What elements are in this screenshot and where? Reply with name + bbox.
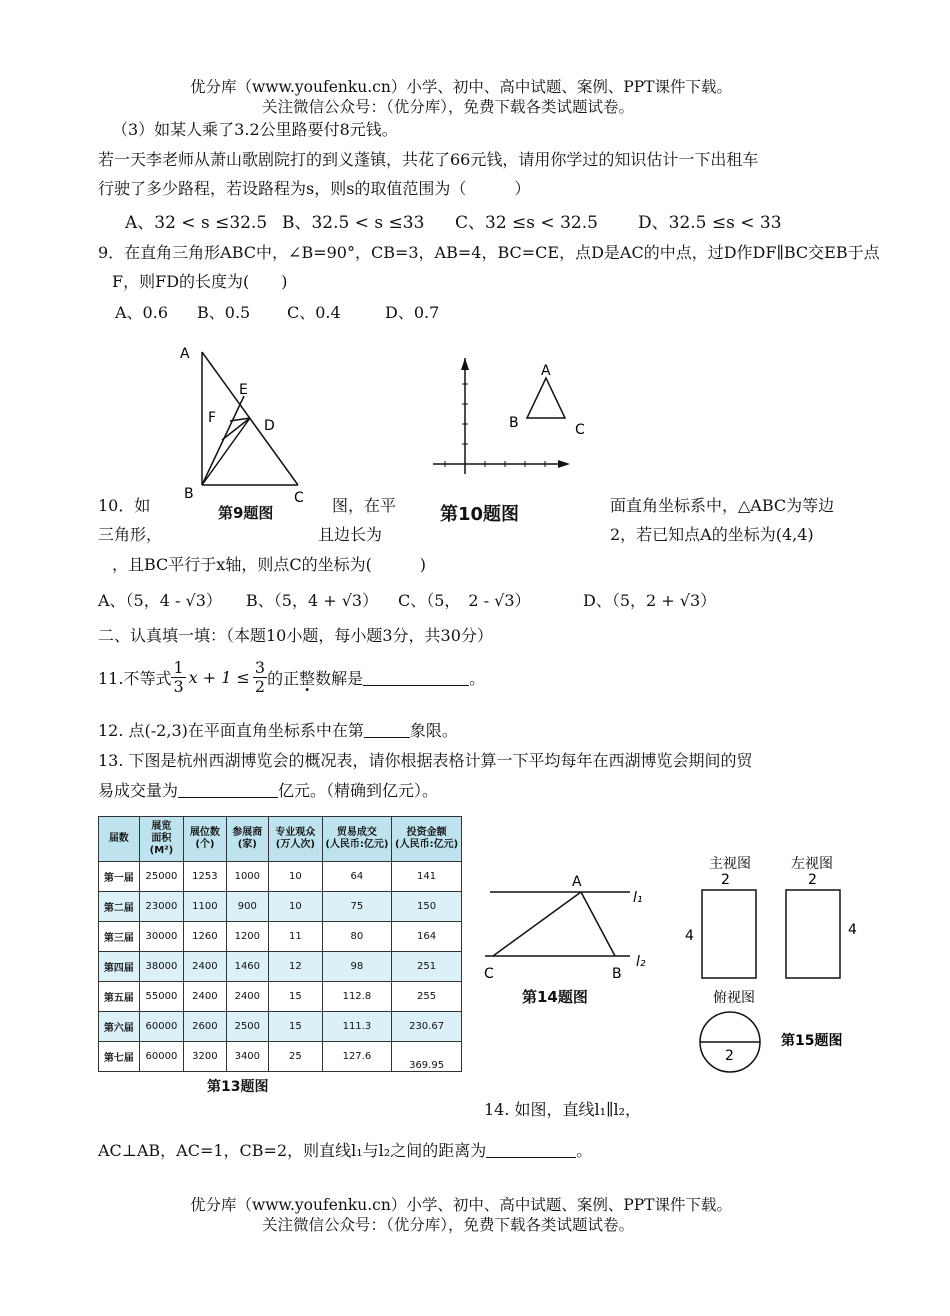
q8-option-d: D、32.5 ≤s < 33: [638, 213, 782, 233]
q14-caption: 第14题图: [522, 988, 588, 1006]
table-cell: 75: [322, 892, 392, 922]
q11-frac1-den: 3: [173, 676, 184, 696]
table-header-cell: 贸易成交 (人民币:亿元): [322, 817, 392, 862]
table-cell: 第一届: [99, 862, 140, 892]
q8-option-b: B、32.5 < s ≤33: [282, 213, 425, 233]
q15-dim-w1: 2: [721, 872, 730, 888]
table-cell: 第五届: [99, 982, 140, 1012]
table-cell: 25: [269, 1042, 323, 1072]
table-cell: 第四届: [99, 952, 140, 982]
q15-dim-h2: 4: [848, 922, 857, 938]
table-row: [99, 862, 462, 892]
table-cell: 15: [269, 982, 323, 1012]
q10-figure: [425, 350, 585, 480]
table-cell: 第三届: [99, 922, 140, 952]
table-cell: 2500: [226, 1012, 268, 1042]
table-row: [99, 892, 462, 922]
q11-frac2-den: 2: [254, 676, 266, 696]
table-cell: 127.6: [322, 1042, 392, 1072]
table-row: [99, 952, 462, 982]
header-line-2: 关注微信公众号：（优分库），免费下载各类试题试卷。: [262, 98, 635, 116]
q8-line3: （3）如某人乘了3.2公里路要付8元钱。: [112, 120, 398, 139]
q12: [98, 718, 458, 741]
table-cell: 98: [322, 952, 392, 982]
table-cell: 900: [226, 892, 268, 922]
table-row: [99, 922, 462, 952]
q15-top-view-label: 俯视图: [713, 990, 755, 1006]
q9-option-d: D、0.7: [385, 303, 440, 322]
table-cell: 30000: [139, 922, 184, 952]
table-header-cell: 参展商 (家): [226, 817, 268, 862]
q9-label-d: D: [264, 418, 275, 434]
table-cell: 60000: [139, 1042, 184, 1072]
table-cell: 10: [269, 892, 323, 922]
q9-label-a: A: [180, 346, 190, 362]
table-cell: 第七届: [99, 1042, 140, 1072]
q10-part-3: 面直角坐标系中，△ABC为等边: [610, 496, 835, 515]
table-cell: 230.67: [392, 1012, 462, 1042]
table-header-cell: 展位数 (个): [184, 817, 226, 862]
table-cell: 60000: [139, 1012, 184, 1042]
table-cell: 3200: [184, 1042, 226, 1072]
q11-suffix-b: 正整数 ·: [283, 666, 331, 689]
q9-label-e: E: [239, 382, 248, 398]
q15-dim-w2: 2: [808, 872, 817, 888]
q10-part-1: 10．如: [98, 496, 151, 515]
q14-line-1: 14. 如图，直线l₁∥l₂，: [484, 1100, 641, 1119]
table-cell: 369.95: [392, 1042, 462, 1072]
table-cell: 2400: [226, 982, 268, 1012]
table-cell: 2400: [184, 952, 226, 982]
q13-table: [98, 816, 462, 1072]
q10-option-b: B、（5，4 + √3）: [246, 591, 379, 610]
q10-line-3: ，且BC平行于x轴，则点C的坐标为( ): [112, 555, 427, 574]
q11-suffix-a: 的: [267, 668, 284, 688]
table-cell: 12: [269, 952, 323, 982]
table-cell: 15: [269, 1012, 323, 1042]
q10-option-d: D、（5，2 + √3）: [583, 591, 717, 610]
q14-label-c: C: [484, 966, 494, 982]
q14-label-a: A: [572, 874, 582, 890]
table-cell: 2600: [184, 1012, 226, 1042]
q10-label-b: B: [509, 415, 519, 431]
q15-left-view-label: 左视图: [791, 856, 833, 872]
table-cell: 1460: [226, 952, 268, 982]
q15-main-view-rect: [702, 890, 756, 978]
table-cell: 1253: [184, 862, 226, 892]
q9-figure: [170, 340, 320, 510]
q11: [98, 657, 485, 697]
q13-line-2: [98, 778, 438, 801]
q14-label-b: B: [612, 966, 622, 982]
table-cell: 1000: [226, 862, 268, 892]
q11-fraction-2: [253, 659, 267, 696]
q8-option-a: A、32 < s ≤32.5: [125, 213, 268, 233]
q9-option-c: C、0.4: [287, 303, 341, 322]
table-row: [99, 1012, 462, 1042]
table-row: [99, 982, 462, 1012]
q9-option-b: B、0.5: [197, 303, 251, 322]
table-cell: 3400: [226, 1042, 268, 1072]
q9-line-2: F，则FD的长度为( ): [112, 272, 288, 291]
q15-figure: [675, 850, 865, 1080]
q14-figure: [480, 868, 660, 988]
q10-triangle: [527, 378, 565, 418]
q9-label-b: B: [184, 486, 194, 502]
q8-stem-2: 行驶了多少路程，若设路程为s，则s的取值范围为（ ）: [98, 179, 531, 198]
q14-line-2: [98, 1138, 592, 1161]
q14-line2-b: 。: [576, 1141, 593, 1160]
q11-mid: x + 1 ≤: [188, 667, 250, 687]
table-cell: 64: [322, 862, 392, 892]
q9-label-c: C: [294, 490, 304, 506]
table-cell: 10: [269, 862, 323, 892]
q11-end: 。: [469, 668, 486, 688]
q13-blank[interactable]: [178, 781, 278, 798]
q15-dim-h1: 4: [685, 928, 694, 944]
table-cell: 80: [322, 922, 392, 952]
section-2-title: 二、认真填一填：（本题10小题，每小题3分，共30分）: [98, 626, 493, 645]
footer-line-1: 优分库（www.youfenku.cn）小学、初中、高中试题、案例、PPT课件下载。: [190, 1196, 733, 1214]
table-cell: 23000: [139, 892, 184, 922]
q9-line-1: 9．在直角三角形ABC中，∠B=90°，CB=3，AB=4，BC=CE，点D是AC的中点，过D作DF∥BC交EB于点: [98, 243, 880, 262]
q11-suffix-c: 解是: [331, 668, 364, 688]
q14-label-l1: l₁: [633, 890, 643, 906]
table-cell: 第六届: [99, 1012, 140, 1042]
q15-dim-d: 2: [725, 1048, 734, 1064]
q9-option-a: A、0.6: [115, 303, 169, 322]
q10-x-arrow: [558, 460, 570, 468]
q10-line2-b: 且边长为: [318, 525, 383, 544]
footer-line-2: 关注微信公众号：（优分库），免费下载各类试题试卷。: [262, 1216, 635, 1234]
table-header-cell: 届数: [99, 817, 140, 862]
table-cell: 1260: [184, 922, 226, 952]
q9-caption: 第9题图: [218, 504, 274, 522]
table-cell: 25000: [139, 862, 184, 892]
q15-main-view-label: 主视图: [709, 856, 751, 872]
q9-label-f: F: [208, 410, 217, 426]
table-cell: 38000: [139, 952, 184, 982]
q11-frac2-num: 3: [254, 657, 266, 677]
q15-left-view-rect: [786, 890, 840, 978]
q10-line2-c: 2，若已知点A的坐标为(4,4): [610, 525, 814, 544]
q10-label-a: A: [541, 363, 551, 379]
q12-end: 象限。: [409, 721, 458, 740]
q10-line2-a: 三角形，: [98, 525, 163, 544]
table-cell: 11: [269, 922, 323, 952]
table-cell: 255: [392, 982, 462, 1012]
q11-prefix: 11.不等式: [98, 668, 172, 688]
q8-stem-1: 若一天李老师从萧山歌剧院打的到义蓬镇，共花了66元钱，请用你学过的知识估计一下出租车: [98, 150, 759, 169]
table-cell: 112.8: [322, 982, 392, 1012]
q10-option-c: C、（5， 2 - √3）: [398, 591, 531, 610]
q10-caption: 第10题图: [440, 504, 520, 525]
table-cell: 164: [392, 922, 462, 952]
table-cell: 1100: [184, 892, 226, 922]
q15-caption: 第15题图: [781, 1033, 843, 1049]
q11-blank[interactable]: [363, 669, 469, 686]
table-header-row: [99, 817, 462, 862]
q14-label-l2: l₂: [636, 954, 646, 970]
q12-text: 12. 点(-2,3)在平面直角坐标系中在第: [98, 721, 364, 740]
q10-option-a: A、（5，4 - √3）: [98, 591, 222, 610]
q10-y-arrow: [461, 358, 469, 370]
q14-line2-a: AC⊥AB，AC=1，CB=2，则直线l₁与l₂之间的距离为: [98, 1141, 487, 1160]
table-cell: 2400: [184, 982, 226, 1012]
q10-label-c: C: [575, 422, 585, 438]
table-cell: 150: [392, 892, 462, 922]
table-cell: 55000: [139, 982, 184, 1012]
header-line-1: 优分库（www.youfenku.cn）小学、初中、高中试题、案例、PPT课件下载。: [190, 78, 733, 96]
q11-frac1-num: 1: [173, 657, 184, 677]
table-cell: 第二届: [99, 892, 140, 922]
q8-option-c: C、32 ≤s < 32.5: [455, 213, 598, 233]
q10-part-2: 图，在平: [332, 496, 397, 515]
table-row: [99, 1042, 462, 1072]
table-header-cell: 投资金额 (人民币:亿元): [392, 817, 462, 862]
table-header-cell: 专业观众 (万人次): [269, 817, 323, 862]
q13-line2-a: 易成交量为: [98, 781, 179, 800]
q12-blank[interactable]: [364, 721, 410, 738]
q13-line2-b: 亿元。（精确到亿元）。: [278, 781, 439, 800]
table-cell: 251: [392, 952, 462, 982]
table-cell: 141: [392, 862, 462, 892]
table-header-cell: 展览 面积 (M²): [139, 817, 184, 862]
table-cell: 111.3: [322, 1012, 392, 1042]
q13-line-1: 13. 下图是杭州西湖博览会的概况表，请你根据表格计算一下平均每年在西湖博览会期间的贸: [98, 751, 753, 770]
table-cell: 1200: [226, 922, 268, 952]
q13-caption: 第13题图: [207, 1079, 269, 1095]
q11-fraction-1: [171, 659, 185, 696]
q14-blank[interactable]: [486, 1141, 576, 1158]
